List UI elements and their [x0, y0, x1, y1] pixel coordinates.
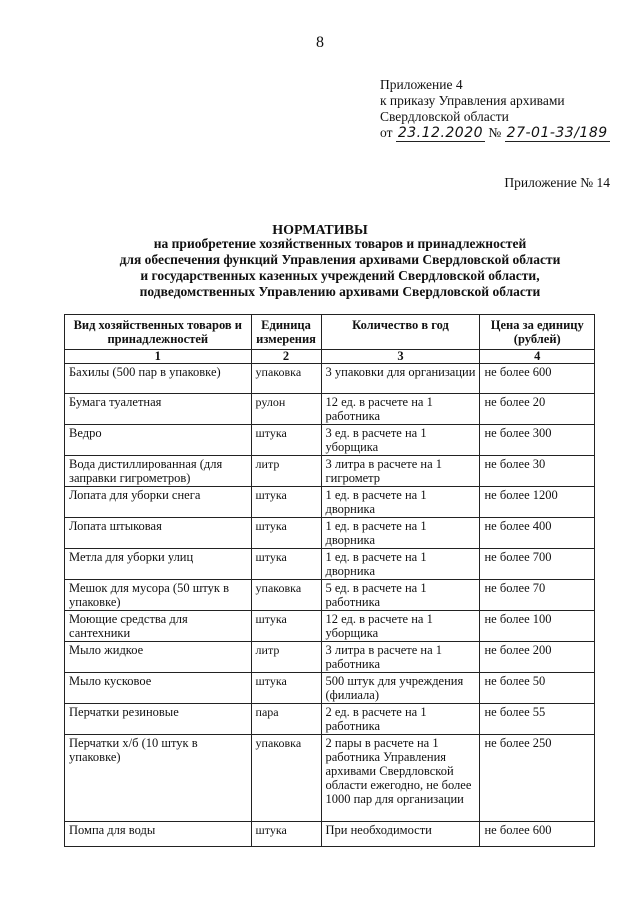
- item-name: Ведро: [65, 425, 252, 456]
- norms-table: [64, 314, 595, 847]
- item-name: Лопата для уборки снега: [65, 487, 252, 518]
- table-row: [65, 425, 595, 456]
- item-unit: штука: [251, 673, 321, 704]
- item-price: не более 20: [480, 394, 595, 425]
- item-price: не более 700: [480, 549, 595, 580]
- item-price: не более 600: [480, 822, 595, 847]
- item-unit: пара: [251, 704, 321, 735]
- item-quantity: 5 ед. в расчете на 1 работника: [321, 580, 480, 611]
- table-row: [65, 549, 595, 580]
- item-price: не более 70: [480, 580, 595, 611]
- appendix-line-2: к приказу Управления архивами: [380, 93, 565, 108]
- item-price: не более 50: [480, 673, 595, 704]
- table-header-row: [65, 315, 595, 350]
- table-row: [65, 611, 595, 642]
- header-price: Цена за единицу (рублей): [480, 315, 595, 350]
- item-price: не более 200: [480, 642, 595, 673]
- document-subtitle: [60, 236, 620, 300]
- header-item-type: Вид хозяйственных товаров и принадлежностей: [65, 315, 252, 350]
- number-label: №: [488, 125, 502, 140]
- item-name: Помпа для воды: [65, 822, 252, 847]
- appendix-line-3: Свердловской области: [380, 109, 509, 124]
- item-price: не более 1200: [480, 487, 595, 518]
- table-row: [65, 822, 595, 847]
- table-row: [65, 704, 595, 735]
- item-unit: штука: [251, 611, 321, 642]
- item-quantity: 1 ед. в расчете на 1 дворника: [321, 549, 480, 580]
- item-unit: упаковка: [251, 735, 321, 822]
- item-quantity: 1 ед. в расчете на 1 дворника: [321, 518, 480, 549]
- subtitle-line-3: и государственных казенных учреждений Свердловской области,: [140, 268, 540, 283]
- table-row: [65, 735, 595, 822]
- appendix-number: Приложение № 14: [504, 175, 610, 190]
- index-cell: 4: [480, 350, 595, 364]
- index-cell: 1: [65, 350, 252, 364]
- item-quantity: 500 штук для учреждения (филиала): [321, 673, 480, 704]
- table-row: [65, 642, 595, 673]
- item-unit: штука: [251, 518, 321, 549]
- appendix-line-1: Приложение 4: [380, 77, 463, 92]
- item-unit: штука: [251, 425, 321, 456]
- item-price: не более 600: [480, 364, 595, 394]
- subtitle-line-1: на приобретение хозяйственных товаров и принадлежностей: [153, 236, 527, 251]
- item-price: не более 250: [480, 735, 595, 822]
- item-name: Бахилы (500 пар в упаковке): [65, 364, 252, 394]
- item-name: Лопата штыковая: [65, 518, 252, 549]
- document-title: НОРМАТИВЫ: [272, 223, 368, 238]
- item-name: Мыло кусковое: [65, 673, 252, 704]
- item-quantity: 2 ед. в расчете на 1 работника: [321, 704, 480, 735]
- index-cell: 2: [251, 350, 321, 364]
- item-unit: литр: [251, 456, 321, 487]
- item-unit: рулон: [251, 394, 321, 425]
- item-quantity: 3 упаковки для организации: [321, 364, 480, 394]
- order-number: 27-01-33/189: [506, 125, 608, 141]
- item-name: Мешок для мусора (50 штук в упаковке): [65, 580, 252, 611]
- item-quantity: 1 ед. в расчете на 1 дворника: [321, 487, 480, 518]
- item-quantity: При необходимости: [321, 822, 480, 847]
- item-unit: упаковка: [251, 580, 321, 611]
- item-name: Моющие средства для сантехники: [65, 611, 252, 642]
- table-row: [65, 394, 595, 425]
- item-name: Вода дистиллированная (для заправки гигрометров): [65, 456, 252, 487]
- item-quantity: 3 ед. в расчете на 1 уборщика: [321, 425, 480, 456]
- table-row: [65, 518, 595, 549]
- table-row: [65, 364, 595, 394]
- appendix-date-line: [380, 125, 610, 141]
- item-price: не более 55: [480, 704, 595, 735]
- page-number: 8: [316, 34, 324, 51]
- item-unit: штука: [251, 822, 321, 847]
- table-row: [65, 580, 595, 611]
- item-quantity: 2 пары в расчете на 1 работника Управления архивами Свердловской области ежегодно, не более 1000 пар для организации: [321, 735, 480, 822]
- item-price: не более 300: [480, 425, 595, 456]
- item-quantity: 3 литра в расчете на 1 работника: [321, 642, 480, 673]
- header-quantity: Количество в год: [321, 315, 480, 350]
- item-name: Перчатки х/б (10 штук в упаковке): [65, 735, 252, 822]
- item-name: Метла для уборки улиц: [65, 549, 252, 580]
- item-name: Мыло жидкое: [65, 642, 252, 673]
- header-unit: Единица измерения: [251, 315, 321, 350]
- item-unit: литр: [251, 642, 321, 673]
- item-price: не более 400: [480, 518, 595, 549]
- item-quantity: 3 литра в расчете на 1 гигрометр: [321, 456, 480, 487]
- from-label: от: [380, 125, 393, 140]
- index-cell: 3: [321, 350, 480, 364]
- item-name: Перчатки резиновые: [65, 704, 252, 735]
- item-unit: упаковка: [251, 364, 321, 394]
- subtitle-line-4: подведомственных Управлению архивами Свердловской области: [139, 284, 541, 299]
- table-row: [65, 456, 595, 487]
- item-quantity: 12 ед. в расчете на 1 работника: [321, 394, 480, 425]
- item-price: не более 100: [480, 611, 595, 642]
- table-row: [65, 487, 595, 518]
- table-row: [65, 673, 595, 704]
- item-quantity: 12 ед. в расчете на 1 уборщика: [321, 611, 480, 642]
- order-date: 23.12.2020: [397, 125, 484, 141]
- item-price: не более 30: [480, 456, 595, 487]
- item-name: Бумага туалетная: [65, 394, 252, 425]
- table-index-row: [65, 350, 595, 364]
- appendix-block: [380, 77, 610, 141]
- item-unit: штука: [251, 487, 321, 518]
- item-unit: штука: [251, 549, 321, 580]
- subtitle-line-2: для обеспечения функций Управления архивами Свердловской области: [119, 252, 561, 267]
